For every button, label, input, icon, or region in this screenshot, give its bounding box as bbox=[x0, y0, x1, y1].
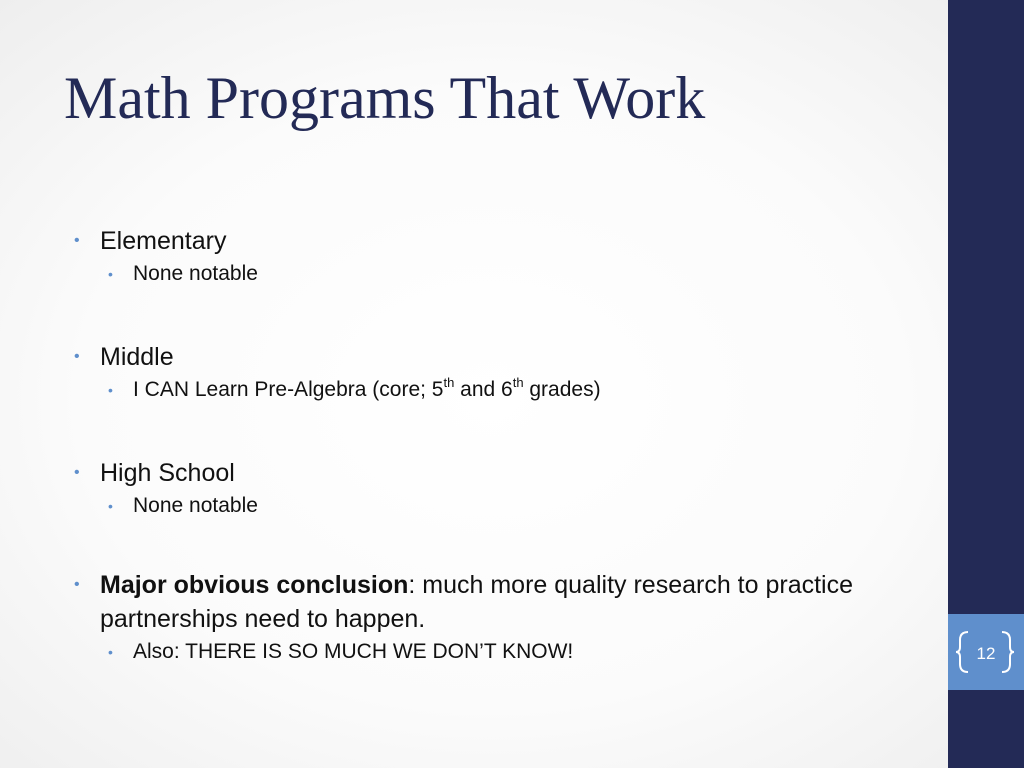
sub-bullet-text: None notable bbox=[133, 262, 258, 285]
conclusion-text: : much more quality research to practice partnerships need to happen. bbox=[100, 571, 854, 633]
sub-bullet-elementary bbox=[108, 258, 874, 290]
bullet-dot-icon: • bbox=[74, 348, 80, 365]
bullet-dot-icon: • bbox=[108, 498, 113, 514]
bullet-high-school bbox=[74, 456, 874, 490]
bullet-dot-icon: • bbox=[74, 576, 80, 593]
page-number: 12 bbox=[976, 644, 996, 663]
sub-bullet-middle bbox=[108, 374, 874, 406]
sub-bullet-high-school bbox=[108, 490, 874, 522]
bullet-list bbox=[74, 224, 874, 668]
sub-bullet-text-part2: and 6 bbox=[454, 378, 513, 401]
bullet-dot-icon: • bbox=[74, 232, 80, 249]
bullet-dot-icon: • bbox=[74, 464, 80, 481]
page-number-box bbox=[948, 614, 1024, 690]
sub-bullet-text-part1: I CAN Learn Pre-Algebra (core; 5 bbox=[133, 378, 444, 401]
bullet-text: High School bbox=[100, 459, 235, 487]
conclusion-bold-text: Major obvious conclusion bbox=[100, 571, 409, 599]
sub-bullet-text: Also: THERE IS SO MUCH WE DON’T KNOW! bbox=[133, 640, 574, 663]
slide-title: Math Programs That Work bbox=[64, 65, 706, 131]
sub-bullet-text-part3: grades) bbox=[523, 378, 601, 401]
sub-bullet-text: None notable bbox=[133, 494, 258, 517]
bullet-text: Middle bbox=[100, 343, 174, 371]
bullet-conclusion bbox=[74, 568, 874, 636]
bullet-dot-icon: • bbox=[108, 644, 113, 660]
bullet-dot-icon: • bbox=[108, 266, 113, 282]
sub-bullet-conclusion bbox=[108, 636, 874, 668]
bullet-text: Elementary bbox=[100, 227, 227, 255]
superscript: th bbox=[443, 375, 455, 390]
bullet-middle bbox=[74, 340, 874, 374]
bullet-dot-icon: • bbox=[108, 382, 113, 398]
bullet-elementary bbox=[74, 224, 874, 258]
superscript: th bbox=[512, 375, 524, 390]
